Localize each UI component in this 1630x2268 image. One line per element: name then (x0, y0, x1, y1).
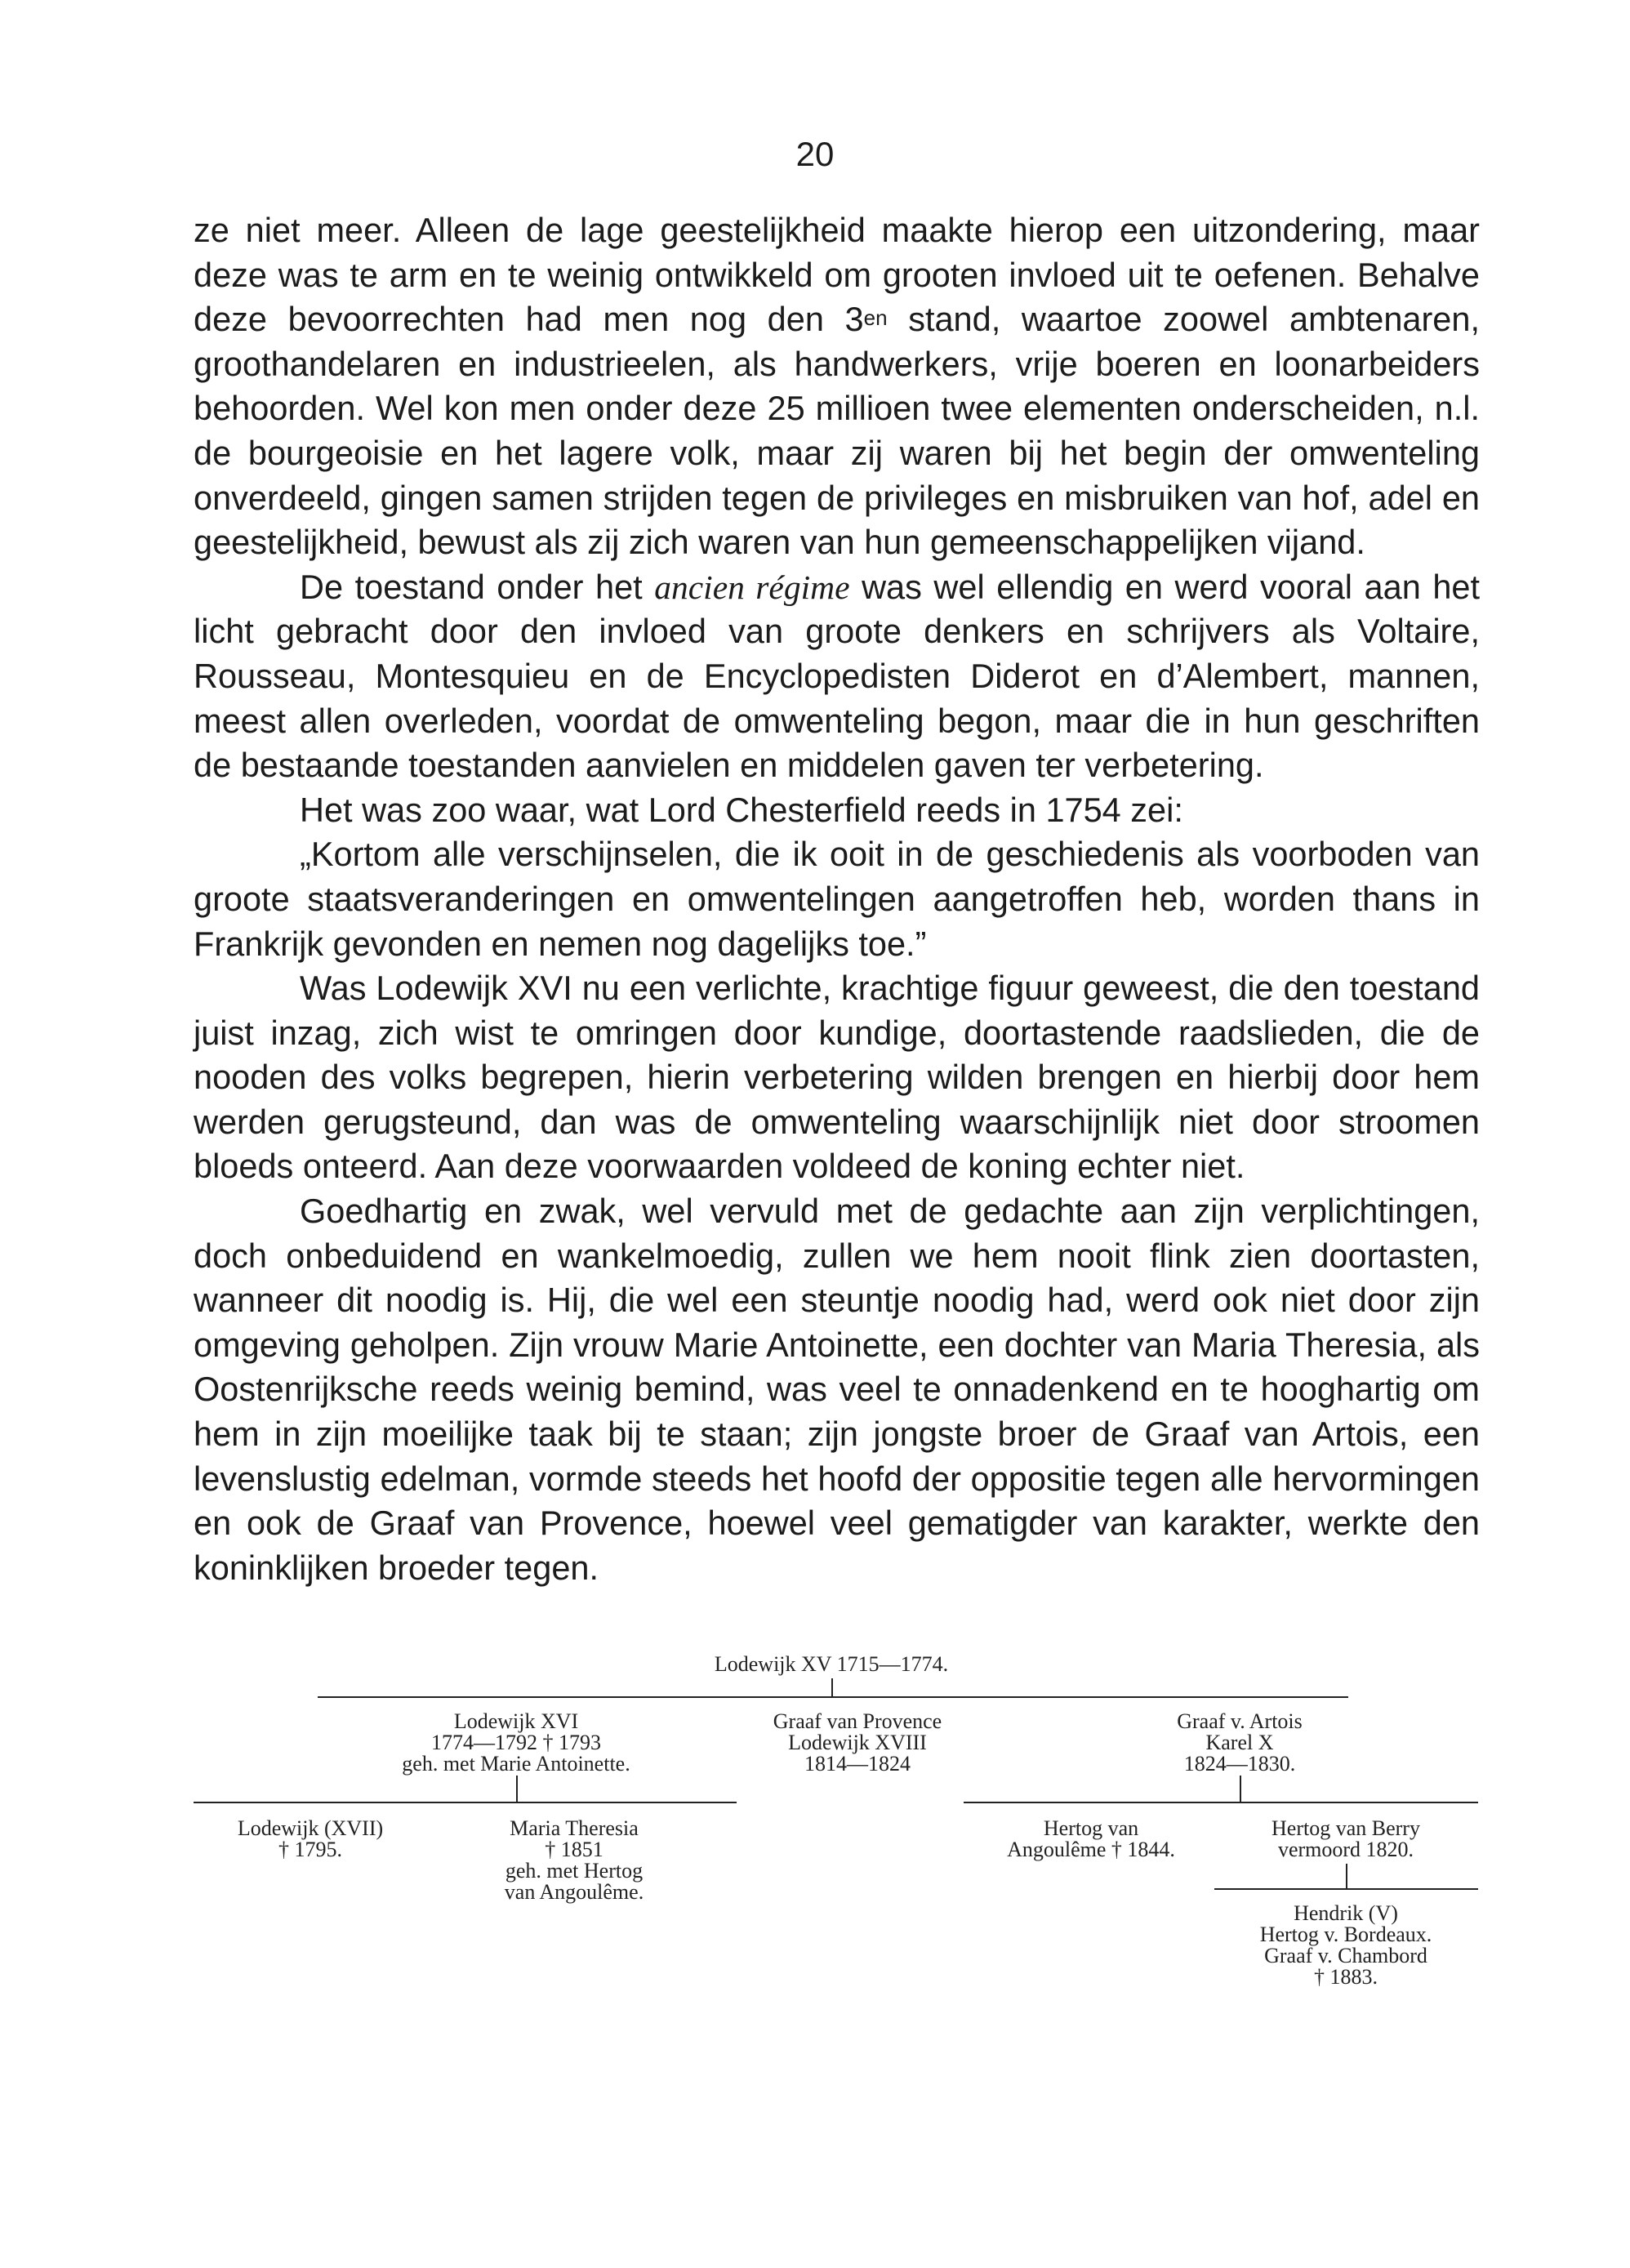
paragraph-3: Het was zoo waar, wat Lord Chesterfield reeds in 1754 zei: (300, 790, 1183, 829)
text-line: twee elementen onderscheiden, n.l. de bourgeoisie en het lagere volk, maar (194, 389, 1480, 472)
connector (1240, 1776, 1241, 1802)
node-line: geh. met Marie Antoinette. (402, 1752, 630, 1776)
connector (1346, 1864, 1347, 1888)
node-line: Hertog van (1043, 1816, 1139, 1840)
text-line: ze niet meer. Alleen de lage geestelijkheid maakte hierop een uitzondering, (194, 211, 1387, 249)
node-line: van Angoulême. (504, 1880, 644, 1904)
paragraph-5: Goedhartig en zwak, wel vervuld met de gedachte aan zijn verplichtingen, doch onbeduidend en wankelmoedig, zullen we hem nooit flink zien doortasten, wanneer dit noodig is. Hij, die wel een steuntje noodig had, werd ook niet door zijn omgeving geholpen. Zijn vrouw Marie Antoinette, een dochter van Maria Theresia, als Oostenrijksche reeds weinig bemind, was veel te onnadenkend en te hooghartig om hem in zijn moeilijke taak bij te staan; zijn jongste broer de Graaf van Artois, een levenslustig edelman, vormde steeds het hoofd der oppositie tegen alle hervormingen en ook de Graaf van Provence, hoewel veel gematigder van karakter, werkte den koninklijken broeder tegen. (194, 1192, 1480, 1587)
node-maria-theresia (505, 1818, 644, 1903)
connector (516, 1776, 518, 1802)
node-line: Lodewijk XV 1715—1774. (714, 1652, 949, 1676)
text-line: zij waren bij het begin der omwenteling onverdeeld, gingen samen strijden (194, 433, 1480, 517)
node-line: Graaf van Provence (773, 1709, 942, 1733)
node-line: Lodewijk XVIII (788, 1731, 927, 1754)
quotation: „Kortom alle verschijnselen, die ik ooit in de geschiedenis als voorboden van groote staatsveranderingen en omwentelingen aangetroffen heb, worden thans in Frankrijk gevonden en nemen nog dagelijks toe.” (194, 835, 1480, 963)
text-line: tegen de privileges en misbruiken van hof, adel en geestelijkheid, bewust als (194, 478, 1481, 562)
text-line: zij zich waren van hun gemeenschappelijken vijand. (587, 523, 1365, 562)
node-line: Lodewijk XVI (453, 1709, 579, 1733)
node-line: 1814—1824 (804, 1752, 911, 1776)
node-line: Maria Theresia (510, 1816, 639, 1840)
node-line: † 1851 (545, 1838, 603, 1861)
text-run: was wel ellendig en werd vooral aan het licht gebracht door den invloed van groote denkers en schrijvers als Voltaire, Rousseau, Montesquieu en de Encyclopedisten Diderot en d’Alembert, mannen, meest allen overleden, voordat de omwenteling begon, maar die in hun geschriften de bestaande toestanden aanvielen en middelen gaven ter verbetering. (194, 567, 1481, 785)
superscript: en (863, 305, 888, 331)
node-lodewijk-xvi (402, 1711, 630, 1775)
node-line: Lodewijk (XVII) (237, 1816, 384, 1840)
node-line: † 1795. (278, 1838, 342, 1861)
node-line: Hendrik (V) (1294, 1901, 1398, 1925)
node-line: Hertog v. Bordeaux. (1259, 1923, 1432, 1946)
node-line: Graaf v. Chambord (1264, 1944, 1427, 1967)
node-lodewijk-xvii (238, 1818, 383, 1860)
connector (831, 1678, 833, 1696)
node-line: Karel X (1205, 1731, 1274, 1754)
text-run: De toestand onder het (300, 567, 643, 606)
node-line: Hertog van Berry (1271, 1816, 1420, 1840)
node-provence (773, 1711, 942, 1775)
text-line: stand, waartoe (887, 300, 1142, 339)
generation-line (194, 1802, 737, 1803)
node-berry (1271, 1818, 1420, 1860)
foreign-term: ancien régime (654, 568, 850, 606)
generation-line (1214, 1888, 1478, 1890)
text-line: boeren en loonarbeiders behoorden. Wel kon men onder deze 25 millioen (194, 344, 1481, 428)
node-line: 1774—1792 † 1793 (431, 1731, 601, 1754)
node-artois (1177, 1711, 1303, 1775)
node-line: † 1883. (1314, 1965, 1378, 1989)
text-line: zoowel ambtenaren, groothandelaren en industrieelen, als handwerkers, vrije (194, 300, 1480, 383)
node-line: Graaf v. Artois (1177, 1709, 1303, 1733)
node-line: 1824—1830. (1183, 1752, 1296, 1776)
generation-line (964, 1802, 1478, 1803)
node-lodewijk-xv (715, 1654, 948, 1675)
generation-line (318, 1696, 1348, 1698)
node-angouleme (1007, 1818, 1175, 1860)
paragraph-4: Was Lodewijk XVI nu een verlichte, krachtige figuur geweest, die den toestand juist inzag, zich wist te omringen door kundige, doortastende raadslieden, die de nooden des volks begrepen, hierin verbetering wilden brengen en hierbij door hem werden gerugsteund, dan was de omwenteling waarschijnlijk niet door stroomen bloeds onteerd. Aan deze voorwaarden voldeed de koning echter niet. (194, 969, 1480, 1186)
node-line: vermoord 1820. (1277, 1838, 1414, 1861)
node-hendrik (1260, 1903, 1432, 1988)
page-number: 20 (795, 135, 835, 173)
text-line: maar deze was te arm en te weinig ontwikkeld om grooten invloed uit te (194, 211, 1480, 294)
text-line: oefenen. Behalve deze bevoorrechten had men nog den 3 (194, 255, 1480, 339)
node-line: geh. met Hertog (505, 1859, 644, 1883)
node-line: Angoulême † 1844. (1007, 1838, 1175, 1861)
